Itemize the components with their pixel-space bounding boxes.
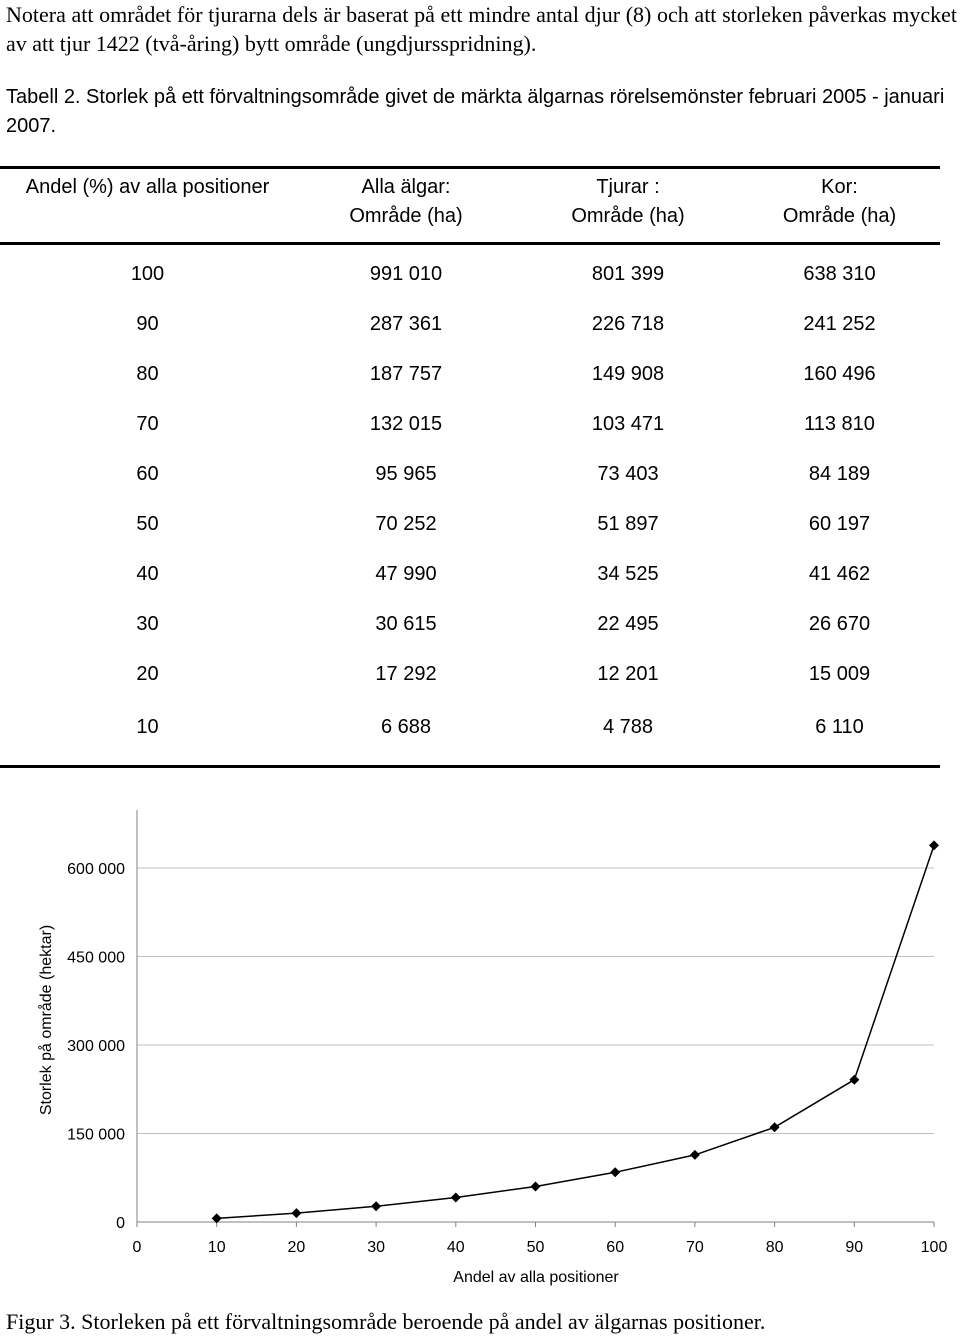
x-tick-label: 40 [446,1239,465,1256]
cell-all-moose: 95 965 [375,463,437,485]
cell-cows: 6 110 [739,699,940,767]
cell-bulls: 34 525 [597,563,659,585]
cell-share: 50 [136,513,159,535]
data-point [849,1075,859,1085]
table-body [0,244,940,767]
x-tick-label: 70 [686,1239,704,1256]
cell-cows: 15 009 [808,663,871,685]
cell-bulls: 226 718 [591,313,665,335]
chart-series [212,840,939,1223]
cell-all-moose: 70 252 [375,513,437,535]
cell-share: 20 [136,663,159,685]
cell-bulls: 149 908 [591,363,665,385]
cell-all-moose: 6 688 [295,699,517,767]
x-axis-label: Andel av alla positioner [453,1269,619,1286]
cell-all-moose: 47 990 [375,563,437,585]
header-cows-line1: Kor: [821,176,858,198]
header-bulls-line1: Tjurar : [596,176,660,198]
header-bulls-line2: Område (ha) [571,205,685,227]
data-point [770,1122,780,1132]
cell-share: 70 [136,413,159,435]
cell-share: 90 [136,313,159,335]
cell-share: 40 [136,563,159,585]
chart-grid [137,868,934,1134]
table-caption: Tabell 2. Storlek på ett förvaltningsområde givet de märkta älgarnas rörelsemönster februari 2005 - januari 2007. [6,86,945,137]
cell-share: 10 [0,699,295,767]
x-tick-label: 50 [526,1239,545,1256]
y-tick-label: 300 000 [67,1038,125,1055]
cell-cows: 60 197 [808,513,871,535]
intro-paragraph: Notera att området för tjurarna dels är baserat på ett mindre antal djur (8) och att storleken påverkas mycket av att tjur 1422 (två-åring) bytt område (ungdjursspridning). [6,2,957,56]
cell-bulls: 51 897 [597,513,659,535]
y-tick-label: 450 000 [67,949,125,967]
y-axis-label: Storlek på område (hektar) [38,924,55,1116]
header-share-line1: Andel (%) av alla positioner [25,176,270,198]
cell-cows: 26 670 [808,613,871,635]
table-row [0,244,940,300]
cell-bulls: 12 201 [597,663,659,685]
cell-bulls: 4 788 [517,699,739,767]
data-point [531,1182,541,1192]
chart-tick-labels [67,861,947,1256]
x-tick-label: 100 [920,1239,948,1256]
cell-share: 100 [130,263,165,285]
cell-cows: 160 496 [803,363,876,385]
table-row [0,349,940,399]
table-row [0,399,940,449]
table-row [0,499,940,549]
data-point [371,1201,381,1211]
data-point [929,840,939,850]
series-line [217,845,934,1218]
header-all-moose [295,168,517,244]
data-point [291,1208,301,1218]
cell-cows: 41 462 [808,563,871,585]
cell-cows: 638 310 [803,263,876,285]
header-all-moose-line1: Alla älgar: [361,176,451,198]
x-tick-label: 80 [765,1239,784,1256]
data-point [451,1193,461,1203]
cell-bulls: 103 471 [591,413,665,435]
cell-cows: 113 810 [804,413,875,435]
table-row [0,649,940,699]
figure-caption: Figur 3. Storleken på ett förvaltningsområde beroende på andel av älgarnas positioner. [6,1309,766,1334]
table-row [0,299,940,349]
header-cows-line2: Område (ha) [782,205,897,227]
data-point [690,1150,700,1160]
cell-all-moose: 187 757 [369,363,443,385]
table-row [0,449,940,499]
header-all-moose-line2: Område (ha) [349,205,463,227]
cell-all-moose: 132 015 [369,413,443,435]
x-tick-label: 60 [606,1239,625,1256]
x-tick-label: 90 [845,1239,864,1256]
y-tick-label: 150 000 [67,1126,125,1144]
cell-cows: 241 252 [803,313,876,335]
cell-bulls: 22 495 [597,613,659,635]
area-size-chart [0,800,960,1295]
y-tick-label: 0 [116,1215,125,1232]
cell-all-moose: 30 615 [375,613,437,635]
header-share [0,168,295,244]
table-row [0,599,940,649]
cell-share: 30 [136,613,159,635]
x-tick-label: 20 [287,1239,306,1256]
cell-all-moose: 991 010 [369,263,443,285]
cell-all-moose: 287 361 [369,313,443,335]
y-tick-label: 600 000 [67,861,125,878]
x-tick-label: 30 [367,1239,385,1256]
table-header-row [0,168,940,244]
cell-bulls: 801 399 [591,263,665,285]
table-row [0,549,940,599]
cell-share: 80 [136,363,159,385]
chart-axes [137,810,934,1227]
cell-cows: 84 189 [808,463,871,485]
cell-share: 60 [136,463,159,485]
header-bulls [517,168,739,244]
x-tick-label: 10 [207,1239,226,1256]
cell-bulls: 73 403 [597,463,659,485]
cell-all-moose: 17 292 [375,663,437,685]
area-table [0,166,940,768]
header-cows [739,168,940,244]
data-point [610,1167,620,1177]
x-tick-label: 0 [132,1239,142,1256]
table-row [0,699,940,767]
